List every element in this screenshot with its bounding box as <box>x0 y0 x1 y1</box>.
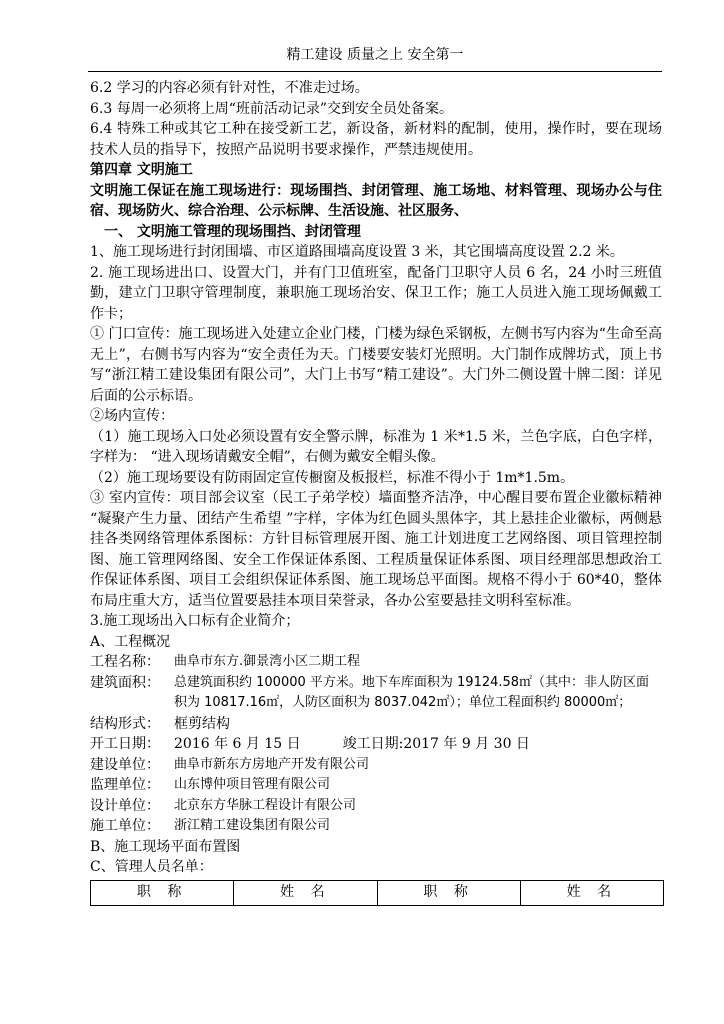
staff-header-title-1: 职 称 <box>91 880 234 905</box>
indoor-publicity: ③ 室内宣传：项目部会议室（民工子弟学校）墙面整齐洁净，中心醒目要布置企业徽标精神 “凝聚产生力量、团结产生希望 ”字样，字体为红色圆头黑体字，其上悬挂企业徽标，两侧悬挂各类网络管理体系图标：方针目标管理展开图、施工计划进度工艺网络图、项目管理控制图、施工管理网络图、安全工作保证体系图、工程质量保证体系图、项目经理部思想政治工作保证体系图、项目工会组织保证体系图、施工现场总平面图。规格不得小于 60*40，整体布局庄重大方，适当位置要悬挂本项目荣誉录，各办公室要悬挂文明科室标准。 <box>90 490 662 609</box>
staff-header-name-1: 姓 名 <box>234 880 377 905</box>
supervisor-value: 山东博仲项目管理有限公司 <box>174 777 331 792</box>
document-body <box>90 78 662 906</box>
contractor-label: 施工单位： <box>90 818 160 834</box>
item-1: 1、施工现场进行封闭围墙、市区道路围墙高度设置 3 米，其它围墙高度设置 2.2 米。 <box>90 244 624 260</box>
project-name-label: 工程名称： <box>90 654 160 670</box>
supervisor-row <box>90 775 662 796</box>
designer-value: 北京东方华脉工程设计有限公司 <box>174 797 357 813</box>
builder-label: 建设单位： <box>90 756 160 773</box>
designer-row <box>90 796 662 817</box>
section-b-heading: B、施工现场平面布置图 <box>90 838 241 855</box>
builder-row <box>90 755 662 776</box>
contractor-row <box>90 816 662 837</box>
paragraph-6-4: 6.4 特殊工种或其它工种在接受新工艺，新设备，新材料的配制，使用，操作时，要在现场技术人员的指导下，按照产品说明书要求操作，严禁违规使用。 <box>90 121 662 158</box>
section-a-heading: A、工程概况 <box>90 633 171 650</box>
building-area-label: 建筑面积： <box>90 674 160 691</box>
end-date-value: 2017 年 9 月 30 日 <box>403 736 530 752</box>
building-area-value: 总建筑面积约 100000 平方米。地下车库面积为 19124.58㎡（其中：非人防区面积为 10817.16㎡，人防区面积为 8037.042㎡）；单位工程面积约 80000㎡； <box>174 674 650 710</box>
designer-label: 设计单位： <box>90 797 160 814</box>
project-name-value: 曲阜市东方.御景湾小区二期工程 <box>174 654 361 669</box>
start-date-value: 2016 年 6 月 15 日 <box>174 736 301 752</box>
site-publicity-heading: ②场内宣传： <box>90 408 174 424</box>
item-2: 2. 施工现场进出口、设置大门，并有门卫值班室，配备门卫职守人员 6 名，24 小时三班值勤，建立门卫职守管理制度，兼职施工现场治安、保卫工作；施工人员进入施工现场佩戴工作卡； <box>90 264 662 322</box>
item-3: 3.施工现场出入口标有企业简介； <box>90 613 300 629</box>
project-name-row <box>90 652 662 673</box>
section-heading-1: 一、 文明施工管理的现场围挡、封闭管理 <box>104 223 361 240</box>
contractor-value: 浙江精工建设集团有限公司 <box>174 818 331 833</box>
structure-row <box>90 714 662 735</box>
chapter-heading: 第四章 文明施工 <box>90 162 193 178</box>
paragraph-6-2: 6.2 学习的内容必须有针对性，不准走过场。 <box>90 80 369 96</box>
building-area-row <box>90 673 662 714</box>
section-c-heading: C、管理人员名单： <box>90 859 213 875</box>
gate-publicity: ① 门口宣传：施工现场进入处建立企业门楼，门楼为绿色采钢板，左侧书写内容为“生命至高无上”，右侧书写内容为“安全责任为天。门楼要安装灯光照明。大门制作成牌坊式，顶上书写“浙江精工建设集团有限公司”，大门上书写“精工建设”。大门外二侧设置十牌二图：详见后面的公示标语。 <box>90 326 662 404</box>
end-date-label: 竣工日期: <box>342 736 404 752</box>
supervisor-label: 监理单位： <box>90 777 160 793</box>
intro-paragraph: 文明施工保证在施工现场进行：现场围挡、封闭管理、施工场地、材料管理、现场办公与住宿、现场防火、综合治理、公示标牌、生活设施、社区服务、 <box>90 182 662 219</box>
site-publicity-2: （2）施工现场要设有防雨固定宣传橱窗及板报栏，标准不得小于 1m*1.5m。 <box>90 469 575 486</box>
paragraph-6-3: 6.3 每周一必须将上周“班前活动记录”交到安全员处备案。 <box>90 100 454 117</box>
header-divider <box>88 71 662 72</box>
site-publicity-1: （1）施工现场入口处必须设置有安全警示牌，标准为 1 米*1.5 米，兰色字底，白色字样，字样为： “进入现场请戴安全帽”，右侧为戴安全帽头像。 <box>90 428 662 465</box>
structure-label: 结构形式： <box>90 715 160 732</box>
dates-row <box>90 734 662 755</box>
staff-table <box>90 880 664 906</box>
structure-value: 框剪结构 <box>174 715 230 732</box>
dates-value <box>174 734 662 755</box>
staff-header-name-2: 姓 名 <box>520 880 663 905</box>
page-header: 精工建设 质量之上 安全第一 <box>286 47 464 63</box>
staff-table-header-row <box>91 880 664 905</box>
builder-value: 曲阜市新东方房地产开发有限公司 <box>174 756 370 772</box>
staff-header-title-2: 职 称 <box>377 880 520 905</box>
start-date-label: 开工日期： <box>90 736 160 752</box>
